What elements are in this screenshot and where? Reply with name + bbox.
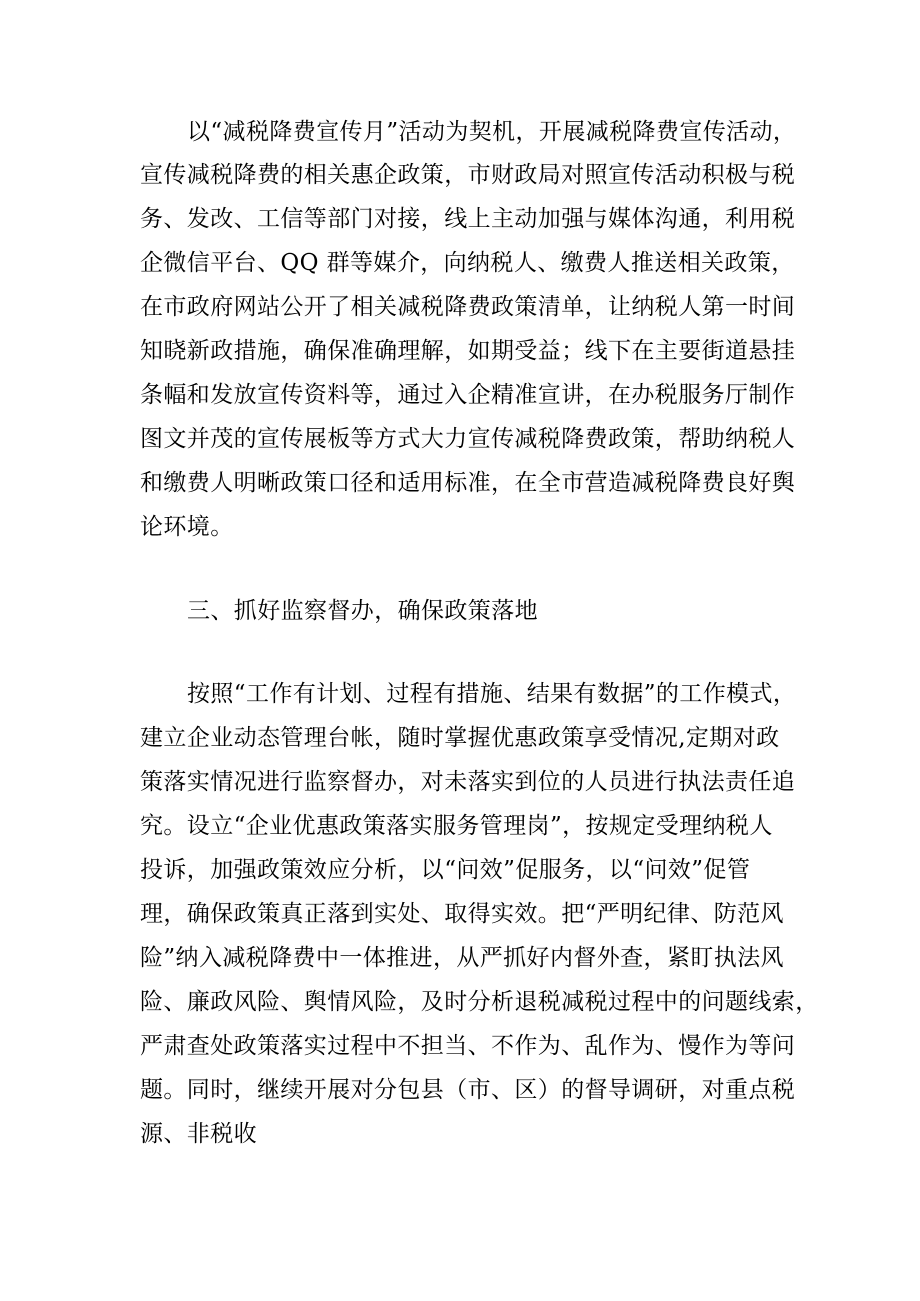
paragraph-line: 险”纳入减税降费中一体推进，从严抓好内督外查，紧盯执法风	[140, 945, 784, 971]
paragraph-line: 论环境。	[140, 514, 234, 540]
paragraph-line: 宣传减税降费的相关惠企政策，市财政局对照宣传活动积极与税	[140, 162, 796, 188]
paragraph-line: 按照“工作有计划、过程有措施、结果有数据”的工作模式，	[187, 681, 797, 707]
paragraph-line: 和缴费人明晰政策口径和适用标准，在全市营造减税降费良好舆	[140, 470, 796, 496]
paragraph-line: 图文并茂的宣传展板等方式大力宣传减税降费政策，帮助纳税人	[140, 426, 796, 452]
paragraph-line: 险、廉政风险、舆情风险，及时分析退税减税过程中的问题线索，	[140, 989, 819, 1015]
paragraph-line: 条幅和发放宣传资料等，通过入企精准宣讲，在办税服务厅制作	[140, 382, 796, 408]
paragraph-line: 务、发改、工信等部门对接，线上主动加强与媒体沟通，利用税	[140, 206, 796, 232]
section-heading: 三、抓好监察督办，确保政策落地	[187, 598, 538, 624]
paragraph-line: 严肃查处政策落实过程中不担当、不作为、乱作为、慢作为等问	[140, 1033, 796, 1059]
paragraph-line: 究。设立“企业优惠政策落实服务管理岗”，按规定受理纳税人	[140, 813, 773, 839]
paragraph-line: 企微信平台、QQ 群等媒介，向纳税人、缴费人推送相关政策，	[140, 250, 795, 276]
paragraph-line: 策落实情况进行监察督办，对未落实到位的人员进行执法责任追	[140, 769, 796, 795]
paragraph-line: 以“减税降费宣传月”活动为契机，开展减税降费宣传活动，	[187, 119, 797, 145]
paragraph-line: 投诉，加强政策效应分析，以“问效”促服务，以“问效”促管	[140, 857, 751, 883]
paragraph-line: 题。同时，继续开展对分包县（市、区）的督导调研，对重点税	[140, 1077, 796, 1103]
paragraph-line: 建立企业动态管理台帐，随时掌握优惠政策享受情况,定期对政	[140, 725, 780, 751]
paragraph-line: 知晓新政措施，确保准确理解，如期受益；线下在主要街道悬挂	[140, 338, 796, 364]
paragraph-line: 在市政府网站公开了相关减税降费政策清单，让纳税人第一时间	[140, 294, 796, 320]
paragraph-line: 源、非税收	[140, 1121, 257, 1147]
paragraph-line: 理，确保政策真正落到实处、取得实效。把“严明纪律、防范风	[140, 901, 784, 927]
